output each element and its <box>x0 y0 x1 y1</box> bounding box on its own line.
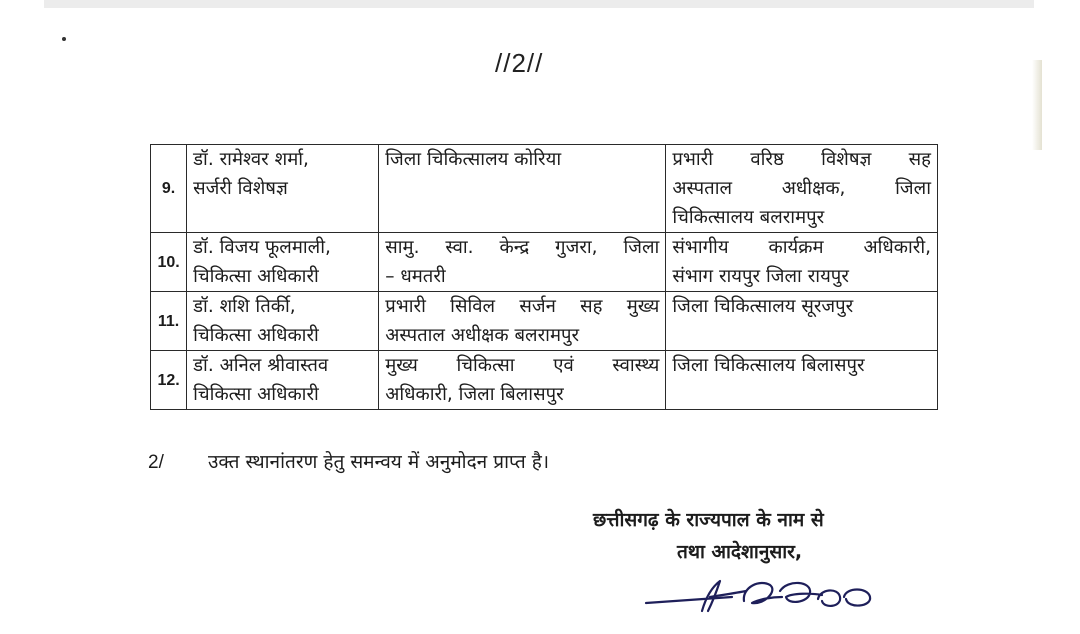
table-row <box>151 233 938 292</box>
current-posting-cell <box>379 233 666 292</box>
officer-name-line: चिकित्सा अधिकारी <box>193 266 319 287</box>
approval-paragraph <box>148 448 549 474</box>
serial-number-cell: 11. <box>151 292 187 351</box>
current-posting-cell <box>379 351 666 410</box>
new-posting-cell <box>666 292 938 351</box>
officer-name-line: डॉ. अनिल श्रीवास्तव <box>193 355 329 376</box>
serial-number-cell: 9. <box>151 145 187 233</box>
officer-name-line: सर्जरी विशेषज्ञ <box>193 178 288 199</box>
new-posting-line: जिला चिकित्सालय सूरजपुर <box>672 296 854 317</box>
table-row <box>151 145 938 233</box>
new-posting-line: संभाग रायपुर जिला रायपुर <box>672 266 849 287</box>
officer-name-line: चिकित्सा अधिकारी <box>193 384 319 405</box>
paragraph-text: उक्त स्थानांतरण हेतु समन्वय में अनुमोदन प्राप्त है। <box>208 451 550 473</box>
officer-name-cell <box>187 233 379 292</box>
current-posting-line: मुख्य चिकित्सा एवं स्वास्थ्य <box>385 355 660 376</box>
current-posting-line: सामु. स्वा. केन्द्र गुजरा, जिला <box>385 237 660 258</box>
new-posting-line: प्रभारी वरिष्ठ विशेषज्ञ सह <box>672 149 931 170</box>
page-edge-shadow <box>1032 60 1042 150</box>
top-edge-strip <box>44 0 1034 8</box>
current-posting-line: अधिकारी, जिला बिलासपुर <box>385 384 564 405</box>
signature-line-1: छत्तीसगढ़ के राज्यपाल के नाम से <box>593 509 824 531</box>
serial-number-cell: 10. <box>151 233 187 292</box>
serial-number-cell: 12. <box>151 351 187 410</box>
current-posting-line: प्रभारी सिविल सर्जन सह मुख्य <box>385 296 660 317</box>
table-row <box>151 351 938 410</box>
new-posting-line: अस्पताल अधीक्षक, जिला <box>672 178 931 199</box>
officer-name-line: डॉ. शशि तिर्की, <box>193 296 296 317</box>
officer-name-cell <box>187 351 379 410</box>
transfer-table <box>150 144 938 410</box>
page-number: //2// <box>495 48 544 78</box>
stray-dot <box>62 37 66 41</box>
new-posting-cell <box>666 145 938 233</box>
current-posting-line: जिला चिकित्सालय कोरिया <box>385 149 562 170</box>
signature-line-2: तथा आदेशानुसार, <box>677 541 803 563</box>
new-posting-line: संभागीय कार्यक्रम अधिकारी, <box>672 237 931 258</box>
current-posting-cell <box>379 292 666 351</box>
current-posting-cell <box>379 145 666 233</box>
officer-name-line: चिकित्सा अधिकारी <box>193 325 319 346</box>
current-posting-line: – धमतरी <box>385 266 446 287</box>
new-posting-cell <box>666 233 938 292</box>
current-posting-line: अस्पताल अधीक्षक बलरामपुर <box>385 325 580 346</box>
handwritten-signature <box>642 575 892 621</box>
officer-name-cell <box>187 145 379 233</box>
table-row <box>151 292 938 351</box>
new-posting-cell <box>666 351 938 410</box>
new-posting-line: जिला चिकित्सालय बिलासपुर <box>672 355 865 376</box>
officer-name-cell <box>187 292 379 351</box>
officer-name-line: डॉ. विजय फूलमाली, <box>193 237 331 258</box>
paragraph-number: 2/ <box>148 452 164 473</box>
new-posting-line: चिकित्सालय बलरामपुर <box>672 207 825 228</box>
officer-name-line: डॉ. रामेश्वर शर्मा, <box>193 149 309 170</box>
